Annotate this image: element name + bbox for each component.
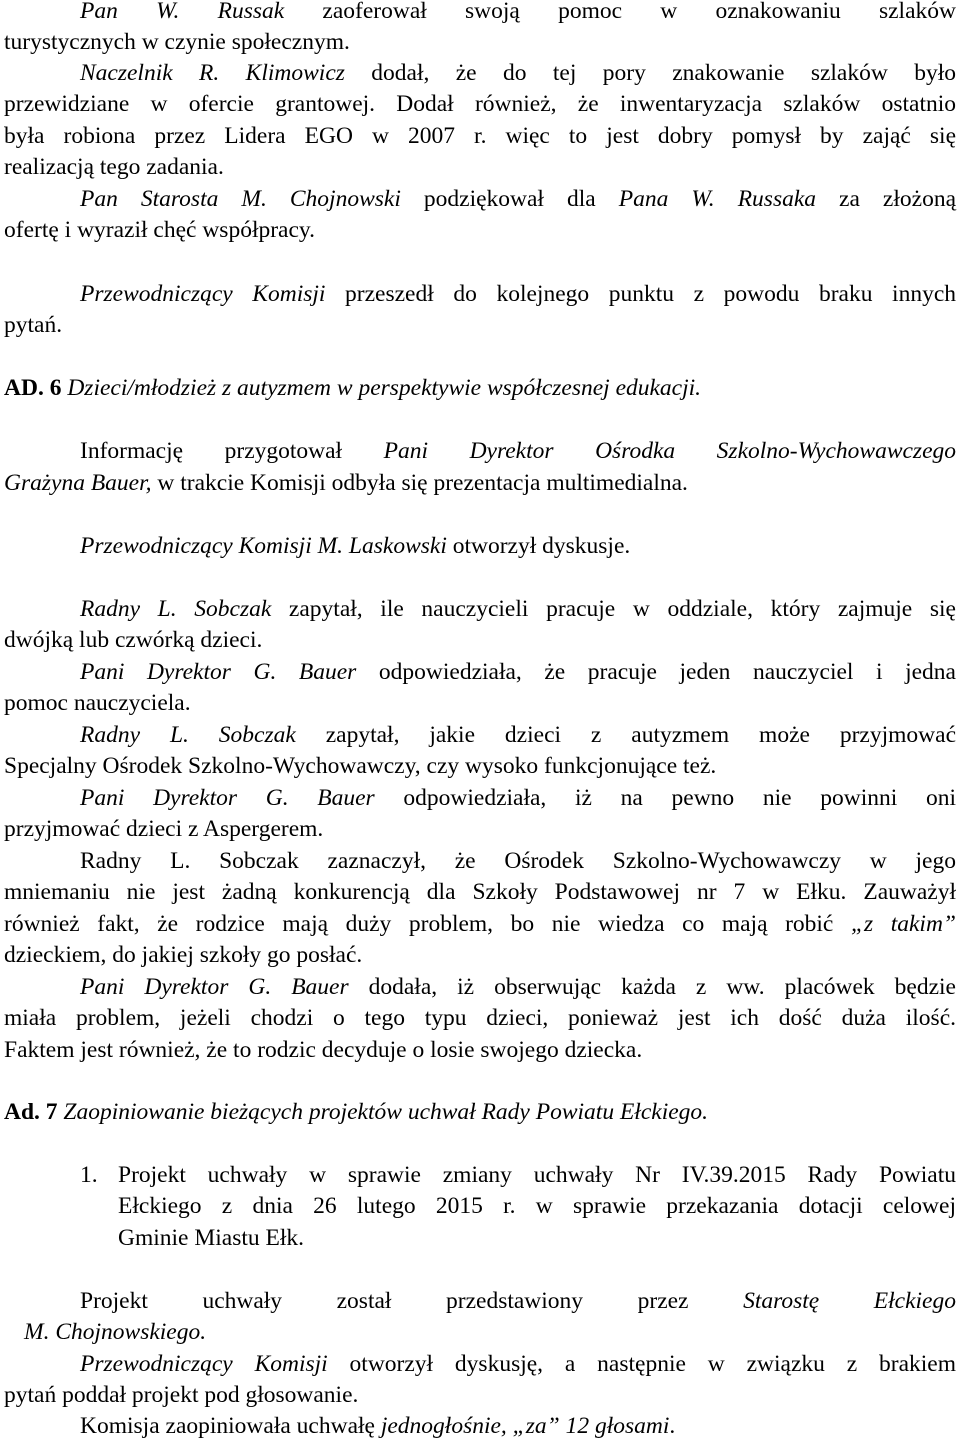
paragraph-line: Radny L. Sobczak zapytał, ile nauczycieli pracuje w oddziale, który zajmuje się [80, 596, 956, 622]
paragraph-line: Przewodniczący Komisji otworzył dyskusję, a następnie w związku z brakiem [80, 1351, 957, 1377]
paragraph-line: pytań. [4, 312, 63, 338]
paragraph-line: Komisja zaopiniowała uchwałę jednogłośnie, „za” 12 głosami. [80, 1413, 676, 1439]
list-item-line: Ełckiego z dnia 26 lutego 2015 r. w sprawie przekazania dotacji celowej [118, 1193, 956, 1219]
paragraph-line: pomoc nauczyciela. [4, 690, 191, 716]
paragraph-line: M. Chojnowskiego. [24, 1319, 207, 1345]
paragraph-line: Przewodniczący Komisji M. Laskowski otworzył dyskusje. [80, 533, 631, 559]
list-item-line: Gminie Miastu Ełk. [118, 1225, 305, 1251]
paragraph-line: realizacją tego zadania. [4, 154, 224, 180]
paragraph-line: Informację przygotował Pani Dyrektor Ośrodka Szkolno-Wychowawczego [80, 438, 956, 464]
paragraph-line: Radny L. Sobczak zaznaczył, że Ośrodek Szkolno-Wychowawczy w jego [80, 848, 956, 874]
paragraph-line: dwójką lub czwórką dzieci. [4, 627, 263, 653]
paragraph-line: mniemaniu nie jest żadną konkurencją dla Szkoły Podstawowej nr 7 w Ełku. Zauważył [4, 879, 956, 905]
paragraph-line: przewidziane w ofercie grantowej. Dodał również, że inwentaryzacja szlaków ostatnio [4, 91, 956, 117]
paragraph-line: Pani Dyrektor G. Bauer odpowiedziała, iż na pewno nie powinni oni [80, 785, 957, 811]
paragraph-line: również fakt, że rodzice mają duży problem, bo nie wiedza co mają robić „z takim” [4, 911, 957, 937]
paragraph-line: turystycznych w czynie społecznym. [4, 29, 350, 55]
agenda-item-heading: Ad. 7 Zaopiniowanie bieżących projektów uchwał Rady Powiatu Ełckiego. [4, 1099, 709, 1125]
agenda-item-heading: AD. 6 Dzieci/młodzież z autyzmem w perspektywie współczesnej edukacji. [4, 375, 702, 401]
list-number: 1. [80, 1162, 98, 1188]
paragraph-line: Pan W. Russak zaoferował swoją pomoc w oznakowaniu szlaków [80, 0, 956, 24]
paragraph-line: Pani Dyrektor G. Bauer dodała, iż obserwując każda z ww. placówek będzie [80, 974, 956, 1000]
paragraph-line: Przewodniczący Komisji przeszedł do kolejnego punktu z powodu braku innych [80, 281, 957, 307]
paragraph-line: miała problem, jeżeli chodzi o tego typu dzieci, ponieważ jest ich dość duża ilość. [4, 1005, 956, 1031]
paragraph-line: Faktem jest również, że to rodzic decyduje o losie swojego dziecka. [4, 1037, 643, 1063]
paragraph-line: Projekt uchwały został przedstawiony przez Starostę Ełckiego [80, 1288, 956, 1314]
paragraph-line: Naczelnik R. Klimowicz dodał, że do tej pory znakowanie szlaków było [80, 60, 956, 86]
paragraph-line: Radny L. Sobczak zapytał, jakie dzieci z autyzmem może przyjmować [80, 722, 956, 748]
paragraph-line: pytań poddał projekt pod głosowanie. [4, 1382, 359, 1408]
paragraph-line: Pani Dyrektor G. Bauer odpowiedziała, że pracuje jeden nauczyciel i jedna [80, 659, 956, 685]
paragraph-line: Pan Starosta M. Chojnowski podziękował dla Pana W. Russaka za złożoną [80, 186, 957, 212]
paragraph-line: Grażyna Bauer, w trakcie Komisji odbyła się prezentacja multimedialna. [4, 470, 688, 496]
paragraph-line: była robiona przez Lidera EGO w 2007 r. więc to jest dobry pomysł by zająć się [4, 123, 956, 149]
list-item-line: Projekt uchwały w sprawie zmiany uchwały Nr IV.39.2015 Rady Powiatu [118, 1162, 956, 1188]
paragraph-line: dzieckiem, do jakiej szkoły go posłać. [4, 942, 363, 968]
paragraph-line: przyjmować dzieci z Aspergerem. [4, 816, 324, 842]
paragraph-line: ofertę i wyraził chęć współpracy. [4, 217, 316, 243]
paragraph-line: Specjalny Ośrodek Szkolno-Wychowawczy, czy wysoko funkcjonujące też. [4, 753, 717, 779]
